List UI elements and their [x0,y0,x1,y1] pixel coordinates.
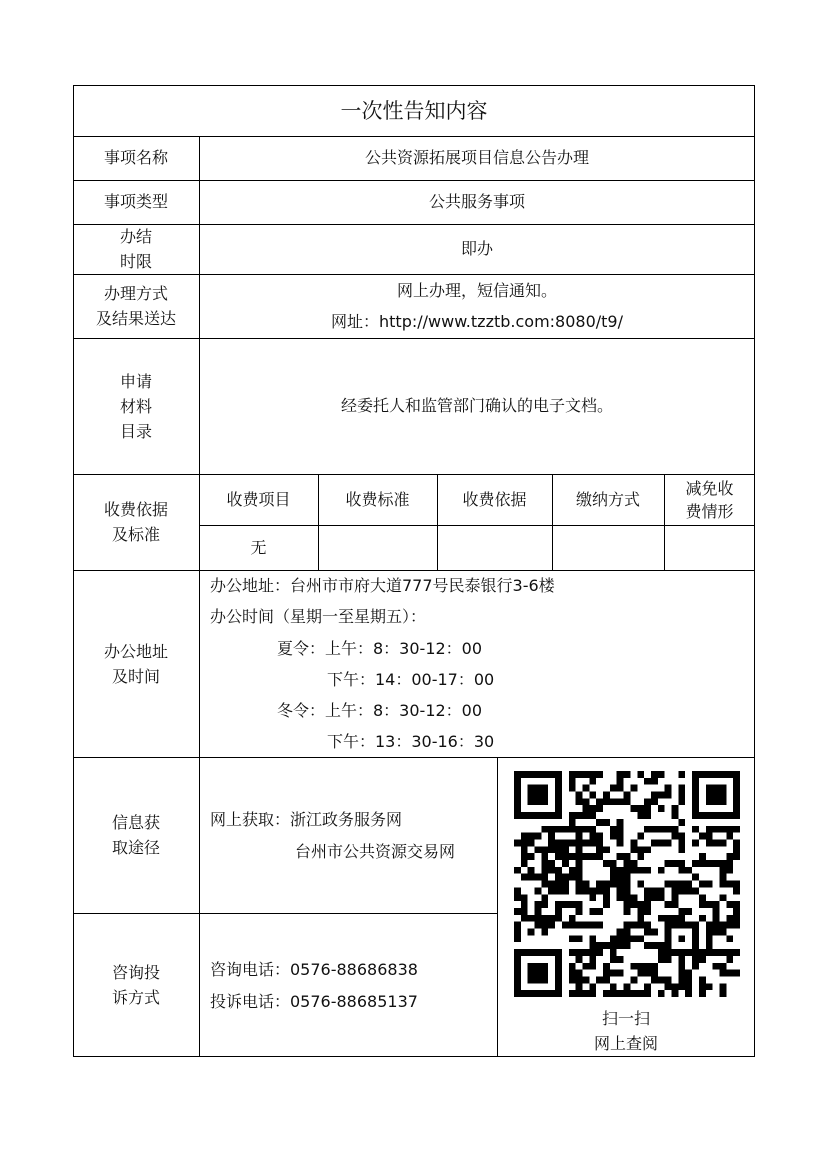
fees-row-payment [552,525,664,570]
consult-label [73,913,199,1056]
fees-row-basis [437,525,552,570]
item-name-value: 公共资源拓展项目信息公告办理 [364,148,589,167]
office-winter-pm: 下午：13：30-16：30 [327,732,495,751]
method-line1: 网上办理，短信通知。 [396,281,557,300]
materials-label [73,338,199,474]
deadline-value: 即办 [460,239,493,258]
fees-row-item: 无 [250,537,267,557]
info-label-line1: 信息获 [111,813,160,832]
fees-row-exemption [664,525,755,570]
office-summer-pm: 下午：14：00-17：00 [327,670,495,689]
method-label-line2: 及结果送达 [95,309,176,328]
fees-header-exemption-line1: 减免收 [685,478,734,498]
deadline-label-line2: 时限 [119,252,152,271]
office-address: 办公地址：台州市市府大道777号民泰银行3-6楼 [210,576,555,595]
fees-header-exemption-line2: 费情形 [685,501,734,521]
materials-label-line1: 申请 [119,371,152,391]
consult-label-line2: 诉方式 [111,987,160,1007]
qr-caption-line2: 网上查阅 [593,1034,658,1053]
office-summer-am: 夏令：上午：8：30-12：00 [277,639,483,658]
method-label-line1: 办理方式 [103,284,168,303]
item-type-label: 事项类型 [103,192,168,211]
office-winter-am: 冬令：上午：8：30-12：00 [277,701,483,720]
complaint-phone: 投诉电话：0576-88685137 [210,992,418,1011]
consult-phone: 咨询电话：0576-88686838 [210,960,418,979]
deadline-label-line1: 办结 [119,227,152,246]
method-value [199,274,755,338]
fees-label-line1: 收费依据 [103,500,168,519]
item-name-label: 事项名称 [103,148,168,167]
item-type-value: 公共服务事项 [428,192,525,211]
info-label [73,757,199,913]
qr-caption [497,1006,755,1056]
fees-header-standard: 收费标准 [345,489,410,509]
info-line2: 台州市公共资源交易网 [295,842,456,861]
method-url: 网址：http://www.tzztb.com:8080/t9/ [331,312,623,331]
materials-value: 经委托人和监管部门确认的电子文档。 [340,396,613,415]
office-hours-title: 办公时间（星期一至星期五）： [210,607,427,626]
qr-caption-line1: 扫一扫 [601,1009,650,1028]
office-label-line2: 及时间 [111,666,160,686]
office-label [73,570,199,757]
deadline-label [73,224,199,274]
info-label-line2: 取途径 [111,838,160,857]
qr-code-icon[interactable] [514,771,740,997]
page-title: 一次性告知内容 [340,98,488,123]
fees-row-standard [318,525,437,570]
fees-label [73,474,199,570]
fees-header-item: 收费项目 [226,489,291,509]
fees-header-exemption [664,474,755,525]
consult-label-line1: 咨询投 [111,962,160,982]
method-label [73,274,199,338]
materials-label-line3: 目录 [119,421,152,441]
materials-label-line2: 材料 [119,396,152,416]
fees-header-basis: 收费依据 [462,489,527,509]
fees-label-line2: 及标准 [111,525,160,544]
info-line1: 网上获取：浙江政务服务网 [210,810,403,829]
office-label-line1: 办公地址 [103,641,168,661]
fees-header-payment: 缴纳方式 [575,489,640,509]
